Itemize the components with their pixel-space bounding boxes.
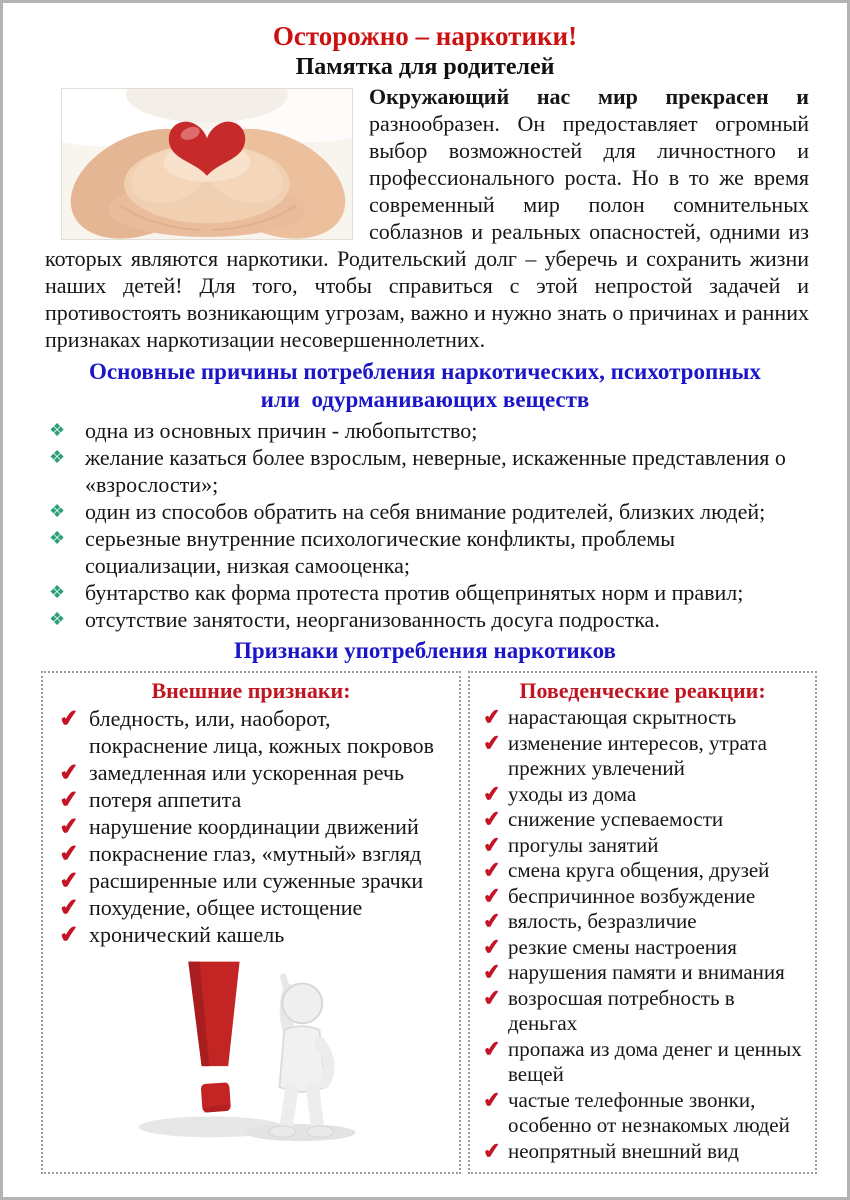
external-sign-text: покраснение глаз, «мутный» взгляд	[89, 841, 422, 866]
checkmark-icon: ✔	[58, 759, 80, 786]
checkmark-icon: ✔	[58, 867, 80, 894]
external-sign-item	[49, 894, 453, 921]
behavioral-sign-item	[476, 782, 809, 808]
causes-item-text: один из способов обратить на себя внимание родителей, близких людей;	[85, 499, 766, 524]
diamond-bullet-icon: ❖	[49, 528, 66, 548]
exclamation-figure-illustration	[125, 954, 377, 1144]
causes-item-text: серьезные внутренние психологические конфликты, проблемы социализации, низкая самооценка;	[85, 526, 676, 578]
checkmark-icon: ✔	[58, 840, 80, 867]
external-sign-item	[49, 840, 453, 867]
causes-list-item	[43, 579, 807, 606]
intro-body-text: разнообразен. Он предоставляет огромный выбор возможностей для личностного и профессионального роста. Но в то же время современный мир полон сомнительных соблазнов и реальных опасностей, одними из которых являются наркотики. Родительский долг – уберечь и сохранить жизни наших детей! Для того, чтобы справиться с этой непростой задачей и противостоять возникающим угрозам, важно и нужно знать о причинах и ранних признаках наркотизации несовершеннолетних.	[45, 111, 809, 352]
behavioral-sign-text: нарушения памяти и внимания	[508, 960, 785, 984]
external-sign-text: похудение, общее истощение	[89, 895, 363, 920]
behavioral-sign-item	[476, 909, 809, 935]
behavioral-sign-item	[476, 986, 809, 1037]
checkmark-icon: ✔	[481, 882, 502, 909]
behavioral-signs-box	[468, 671, 817, 1174]
checkmark-icon: ✔	[481, 806, 502, 832]
behavioral-sign-text: частые телефонные звонки, особенно от незнакомых людей	[508, 1087, 790, 1137]
behavioral-sign-text: возросшая потребность в деньгах	[508, 985, 735, 1035]
external-sign-item	[49, 867, 453, 894]
exclamation-figure-image	[125, 954, 377, 1144]
external-sign-item	[49, 759, 453, 786]
external-sign-text: хронический кашель	[89, 922, 285, 947]
behavioral-sign-text: снижение успеваемости	[508, 807, 724, 831]
causes-list-item	[43, 498, 807, 525]
behavioral-sign-text: изменение интересов, утрата прежних увлечений	[508, 730, 767, 780]
checkmark-icon: ✔	[481, 857, 502, 883]
causes-list	[43, 417, 807, 633]
external-sign-item	[49, 813, 453, 840]
behavioral-sign-text: вялость, безразличие	[508, 909, 697, 933]
external-sign-text: нарушение координации движений	[89, 814, 419, 839]
behavioral-sign-text: беспричинное возбуждение	[508, 883, 756, 908]
causes-heading	[3, 358, 847, 414]
behavioral-sign-item	[476, 935, 809, 961]
family-hands-heart-photo	[61, 88, 353, 240]
checkmark-icon: ✔	[58, 894, 80, 921]
external-sign-item	[49, 921, 453, 948]
causes-list-item	[43, 606, 807, 633]
behavioral-sign-item	[476, 858, 809, 884]
checkmark-icon: ✔	[481, 729, 502, 756]
signs-heading: Признаки употребления наркотиков	[234, 638, 616, 663]
behavioral-sign-item	[476, 1139, 809, 1165]
behavioral-sign-item	[476, 731, 809, 782]
checkmark-icon: ✔	[481, 780, 502, 807]
behavioral-sign-text: резкие смены настроения	[508, 934, 737, 959]
page-title: Осторожно – наркотики!	[272, 21, 578, 51]
external-sign-text: потеря аппетита	[89, 787, 242, 812]
signs-columns	[41, 671, 817, 1174]
causes-heading-line: или одурманивающих веществ	[260, 387, 590, 412]
checkmark-icon: ✔	[481, 984, 502, 1011]
external-sign-item	[49, 705, 453, 759]
checkmark-icon: ✔	[481, 908, 502, 934]
causes-item-text: бунтарство как форма протеста против общепринятых норм и правил;	[85, 580, 744, 605]
external-signs-list	[49, 705, 453, 948]
behavioral-sign-text: смена круга общения, друзей	[508, 858, 770, 882]
checkmark-icon: ✔	[58, 813, 80, 840]
diamond-bullet-icon: ❖	[49, 609, 66, 629]
diamond-bullet-icon: ❖	[49, 501, 66, 521]
external-signs-box	[41, 671, 461, 1174]
checkmark-icon: ✔	[481, 1035, 502, 1062]
behavioral-sign-item	[476, 884, 809, 910]
family-hands-heart-illustration	[62, 89, 352, 239]
causes-list-item	[43, 417, 807, 444]
behavioral-sign-text: нарастающая скрытность	[508, 705, 737, 729]
checkmark-icon: ✔	[481, 1137, 502, 1164]
behavioral-sign-text: уходы из дома	[508, 781, 637, 806]
intro-section	[3, 81, 847, 353]
external-signs-title: Внешние признаки:	[151, 678, 351, 703]
intro-lead-text: Окружающий нас мир прекрасен и	[369, 84, 809, 109]
checkmark-icon: ✔	[481, 933, 502, 960]
checkmark-icon: ✔	[58, 705, 80, 732]
diamond-bullet-icon: ❖	[49, 582, 66, 602]
external-sign-text: расширенные или суженные зрачки	[89, 868, 424, 893]
causes-item-text: желание казаться более взрослым, неверные, искаженные представления о «взрослости»;	[85, 445, 786, 497]
checkmark-icon: ✔	[58, 786, 80, 813]
causes-list-item	[43, 525, 807, 579]
behavioral-sign-item	[476, 1088, 809, 1139]
behavioral-sign-item	[476, 960, 809, 986]
diamond-bullet-icon: ❖	[49, 447, 66, 467]
checkmark-icon: ✔	[481, 704, 502, 730]
checkmark-icon: ✔	[58, 921, 80, 948]
behavioral-sign-text: неопрятный внешний вид	[508, 1138, 739, 1163]
behavioral-sign-item	[476, 833, 809, 859]
external-sign-text: бледность, или, наоборот, покраснение лица, кожных покровов	[89, 706, 434, 758]
causes-item-text: отсутствие занятости, неорганизованность досуга подростка.	[85, 607, 660, 632]
causes-item-text: одна из основных причин - любопытство;	[85, 418, 478, 443]
causes-heading-line: Основные причины потребления наркотических, психотропных	[89, 359, 761, 384]
behavioral-sign-text: пропажа из дома денег и ценных вещей	[508, 1036, 802, 1086]
behavioral-sign-item	[476, 1037, 809, 1088]
behavioral-signs-list	[476, 705, 809, 1164]
checkmark-icon: ✔	[481, 1086, 502, 1113]
external-sign-text: замедленная или ускоренная речь	[89, 760, 405, 785]
page-subtitle: Памятка для родителей	[295, 54, 555, 80]
behavioral-sign-item	[476, 705, 809, 731]
external-sign-item	[49, 786, 453, 813]
behavioral-sign-item	[476, 807, 809, 833]
diamond-bullet-icon: ❖	[49, 420, 66, 440]
checkmark-icon: ✔	[481, 831, 502, 858]
causes-list-item	[43, 444, 807, 498]
behavioral-signs-title: Поведенческие реакции:	[519, 678, 766, 703]
checkmark-icon: ✔	[481, 959, 502, 985]
behavioral-sign-text: прогулы занятий	[508, 832, 659, 857]
